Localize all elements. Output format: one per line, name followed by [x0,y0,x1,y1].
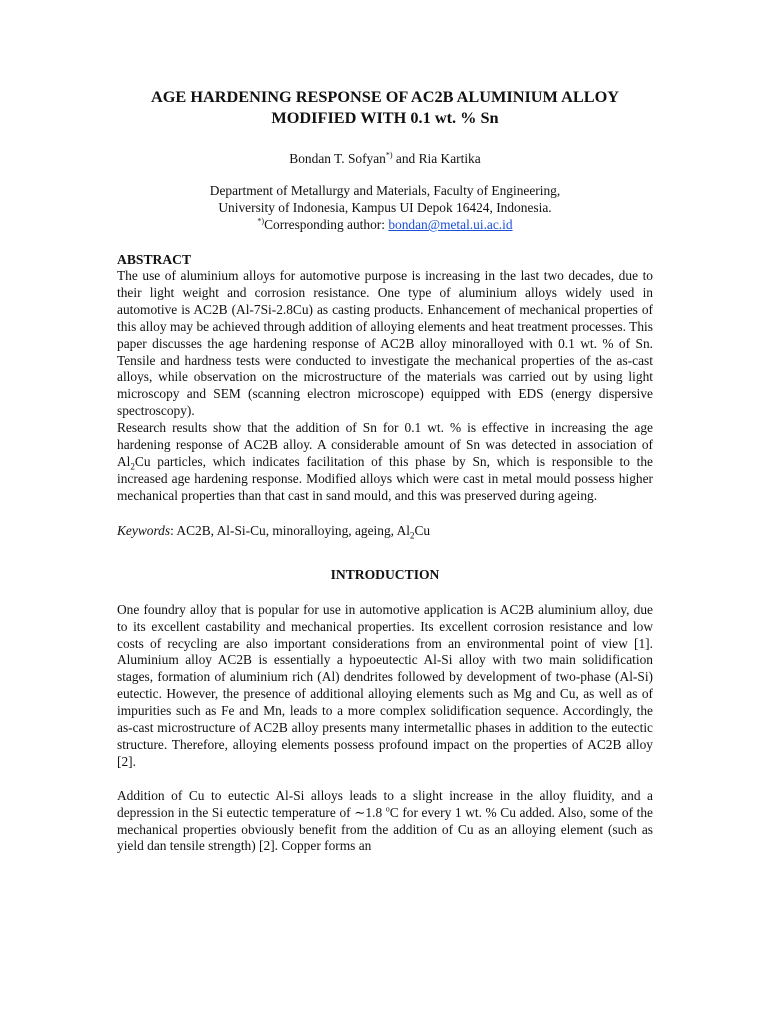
keywords-tail: Cu [414,522,431,538]
abstract-heading: ABSTRACT [117,252,192,267]
paper-title: AGE HARDENING RESPONSE OF AC2B ALUMINIUM ALLOY MODIFIED WITH 0.1 wt. % Sn [151,87,619,127]
corresponding-mark: *) [385,150,393,160]
abstract-paragraph-2 [117,420,653,505]
superscript: o [385,804,390,814]
introduction-paragraph-1: One foundry alloy that is popular for use in automotive application is AC2B aluminium alloy, due to its excellent castability and mechanical properties. Its excellent corrosion resistance and low costs of recycling are also important considerations from an environmental point of view [1]. Aluminium alloy AC2B is essentially a hypoeutectic Al-Si alloy with two main solidification stages, formation of aluminium rich (Al) dendrites followed by development of two-phase (Al-Si) eutectic. However, the presence of additional alloying elements such as Mg and Cu, as well as of impurities such as Fe and Mn, leads to a more complex solidification sequence. Accordingly, the as-cast microstructure of AC2B alloy presents many intermetallic phases in addition to the eutectic structure. Therefore, alloying elements possess profound impact on the properties of AC2B alloy [2]. [117,601,653,769]
affiliation-block [117,182,653,233]
author-email-link[interactable]: bondan@metal.ui.ac.id [388,217,513,232]
author-1: Bondan T. Sofyan [289,151,386,166]
affiliation-line-1: Department of Metallurgy and Materials, Faculty of Engineering, [209,183,561,198]
corresponding-label: Corresponding author: [264,217,389,232]
corresponding-mark: *) [257,216,265,226]
paragraph-gap [117,771,653,788]
author-line [117,150,653,167]
subscript: 2 [130,461,135,472]
subscript: 2 [410,530,415,541]
abstract-paragraph-2-text-b: Cu particles, which indicates facilitation of this phase by Sn, which is responsible to the increased age hardening response. Modified alloys which were cast in metal mould possess higher mechanical properties than that cast in sand mould, and this was preserved during ageing. [117,453,653,503]
introduction-paragraph-2-text-a: Addition of Cu to eutectic Al-Si alloys leads to a slight increase in the alloy fluidity, and a depression in the Si eutectic temperature of ∼1.8 [117,787,653,820]
author-2: Ria Kartika [418,151,481,166]
introduction-paragraph-2-text-b: C for every 1 wt. % Cu added. Also, some of the mechanical properties obviously benefit from the addition of Cu as an alloying element (such as yield dan tensile strength) [2]. Copper forms an [117,804,653,854]
abstract-paragraph-2-text-a: Research results show that the addition of Sn for 0.1 wt. % is effective in increasing the age hardening response of AC2B alloy. A considerable amount of Sn was detected in association of Al [117,420,653,469]
paper-page [117,86,653,855]
abstract-paragraph-1: The use of aluminium alloys for automotive purpose is increasing in the last two decades, due to their light weight and corrosion resistance. One type of aluminium alloys widely used in automotive is AC2B (Al-7Si-2.8Cu) as casting products. Enhancement of mechanical properties of this alloy may be achieved through addition of alloying elements and heat treatment processes. This paper discusses the age hardening response of AC2B alloy minoralloyed with 0.1 wt. % of Sn. Tensile and hardness tests were conducted to investigate the mechanical properties of the as-cast alloys, while observation on the microstructure of the materials was carried out by using light microscopy and SEM (scanning electron microscope) equipped with EDS (energy dispersive spectroscopy). [117,268,653,419]
introduction-heading: INTRODUCTION [330,566,440,582]
keywords-label: Keywords [117,522,171,538]
keywords-text: : AC2B, Al-Si-Cu, minoralloying, ageing, Al [170,522,410,538]
corresponding-author-line [117,216,653,233]
affiliation-line-2: University of Indonesia, Kampus UI Depok 16424, Indonesia. [218,200,552,215]
author-joiner: and [392,151,419,166]
keywords-line [117,522,653,539]
introduction-paragraph-2 [117,788,653,856]
